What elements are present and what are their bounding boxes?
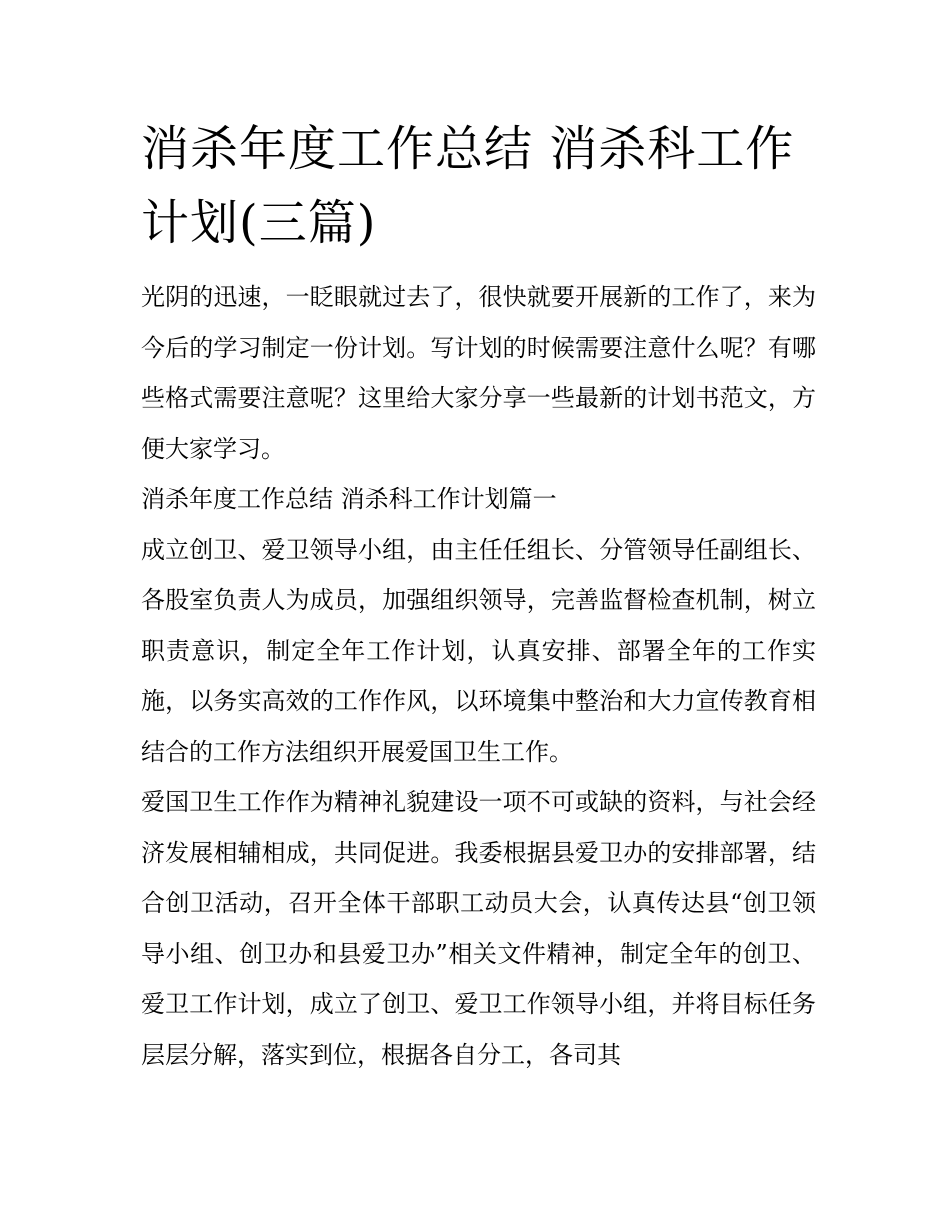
document-title: 消杀年度工作总结 消杀科工作计划(三篇)	[141, 121, 795, 251]
document-page	[141, 112, 816, 1080]
section-heading: 消杀年度工作总结 消杀科工作计划篇一	[141, 485, 557, 513]
document-body	[141, 272, 816, 1080]
intro-paragraph: 光阴的迅速，一眨眼就过去了，很快就要开展新的工作了，来为今后的学习制定一份计划。写计划的时候需要注意什么呢？有哪些格式需要注意呢？这里给大家分享一些最新的计划书范文，方便大家学习。	[141, 283, 816, 463]
body-paragraph-2: 爱国卫生工作作为精神礼貌建设一项不可或缺的资料，与社会经济发展相辅相成，共同促进。我委根据县爱卫办的安排部署，结合创卫活动，召开全体干部职工动员大会，认真传达县“创卫领导小组、创卫办和县爱卫办”相关文件精神，制定全年的创卫、爱卫工作计划，成立了创卫、爱卫工作领导小组，并将目标任务层层分解，落实到位，根据各自分工，各司其	[141, 788, 816, 1069]
body-paragraph-1: 成立创卫、爱卫领导小组，由主任任组长、分管领导任副组长、各股室负责人为成员，加强组织领导，完善监督检查机制，树立职责意识，制定全年工作计划，认真安排、部署全年的工作实施，以务实高效的工作作风，以环境集中整治和大力宣传教育相结合的工作方法组织开展爱国卫生工作。	[141, 535, 816, 766]
